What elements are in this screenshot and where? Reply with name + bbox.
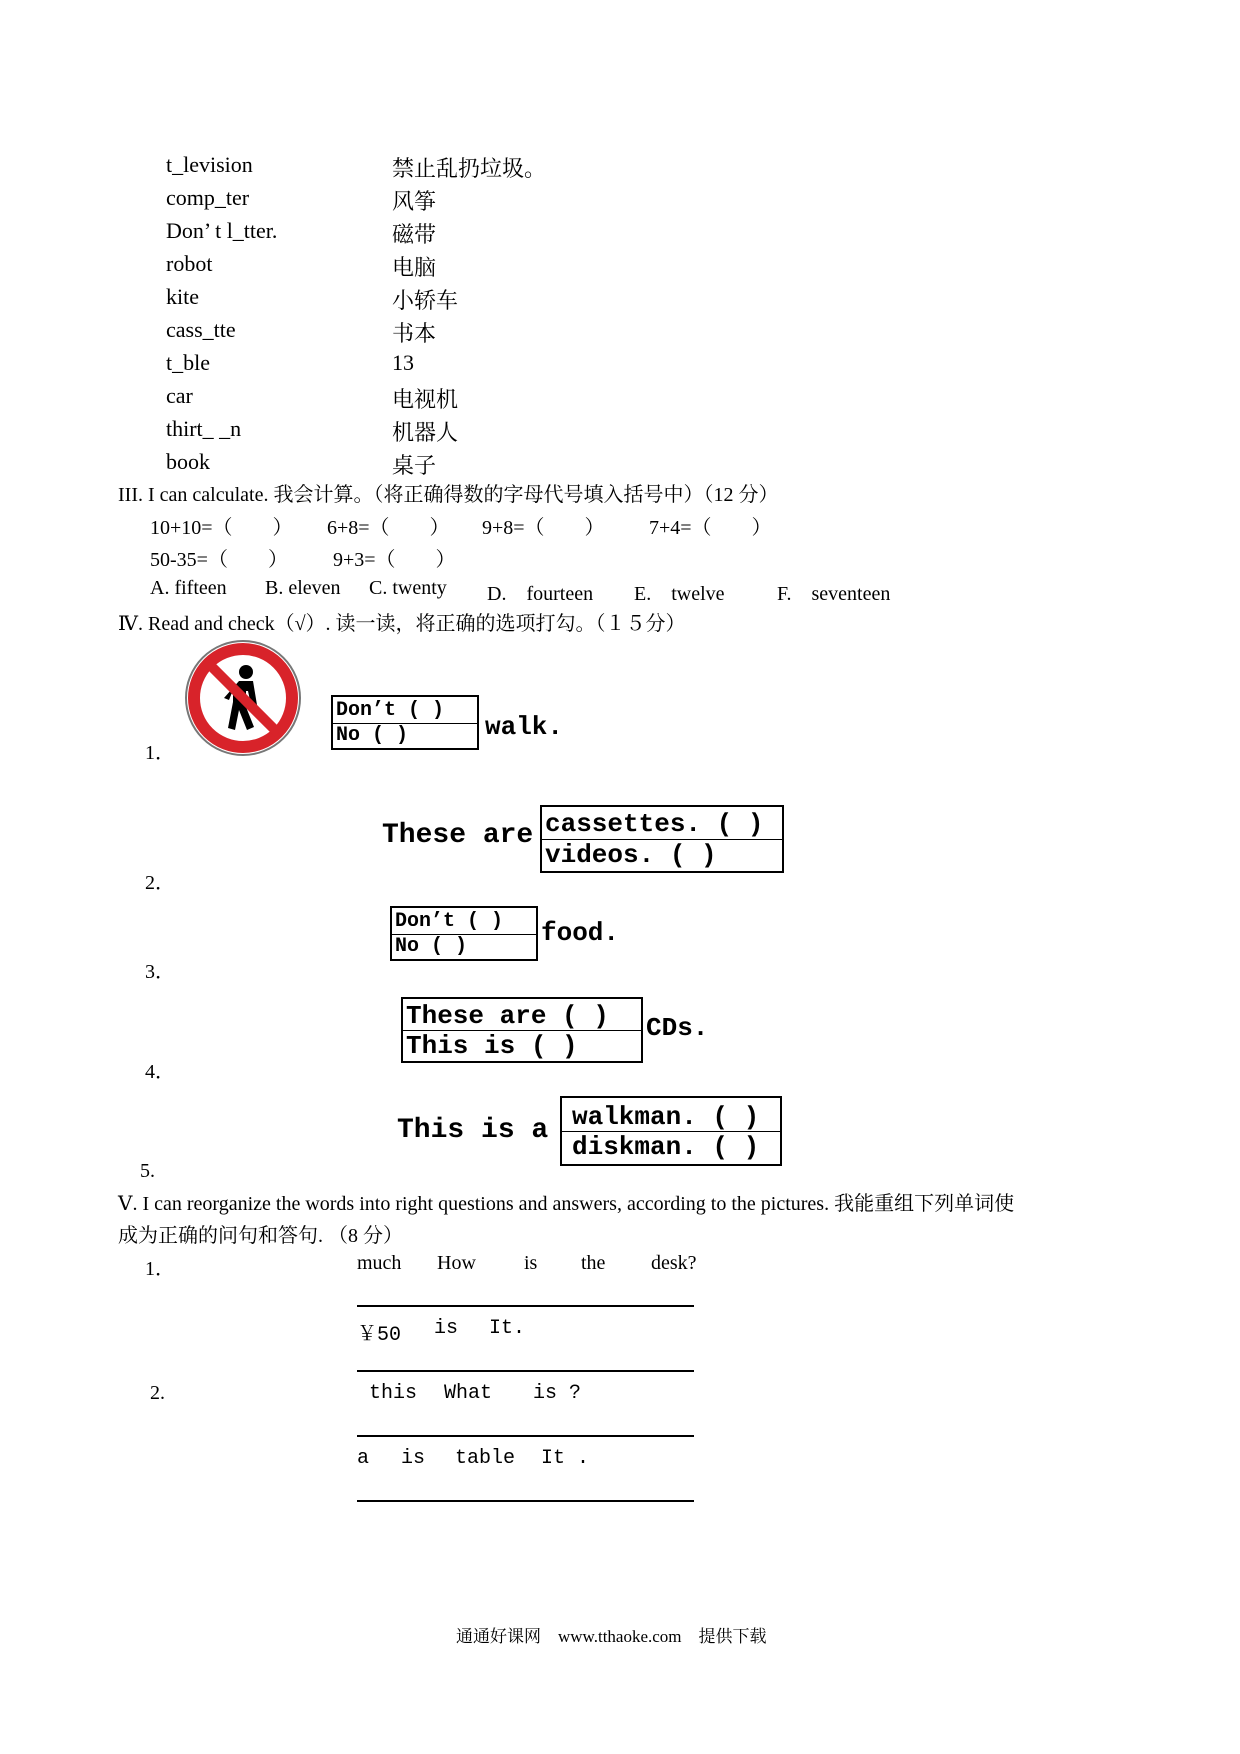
scrambled-word: is ? (533, 1382, 582, 1405)
question-number: 3． (145, 961, 175, 983)
scrambled-word: It. (489, 1317, 526, 1340)
calc-problem: 7+4=（ ） (649, 517, 772, 539)
scrambled-word: is (401, 1447, 426, 1470)
match-word: comp_ter (166, 185, 250, 210)
sentence-start: This is a (397, 1115, 549, 1146)
choice-option[interactable]: No ( ) (395, 935, 468, 958)
match-word: t_ble (166, 350, 210, 375)
match-meaning: 小轿车 (392, 288, 459, 313)
sentence-start: These are (382, 820, 534, 851)
page-footer: 通通好课网 www.tthaoke.com 提供下载 (456, 1627, 767, 1646)
scrambled-word: table (455, 1447, 516, 1470)
match-word: car (166, 383, 193, 408)
scrambled-word: What (444, 1382, 493, 1405)
sentence-end: food. (541, 918, 620, 948)
choice-box (560, 1096, 782, 1166)
scrambled-word: is (434, 1317, 459, 1340)
match-word: thirt_ _n (166, 416, 242, 441)
answer-option: D. fourteen (487, 583, 594, 605)
match-meaning: 磁带 (392, 222, 437, 247)
scrambled-word: a (357, 1447, 370, 1470)
scrambled-word: this (369, 1382, 418, 1405)
choice-option[interactable]: Don’t ( ) (395, 910, 504, 933)
choice-option[interactable]: walkman. ( ) (572, 1102, 760, 1132)
match-word: cass_tte (166, 317, 236, 342)
sentence-end: walk. (485, 712, 564, 742)
section-5-heading-cont: 成为正确的问句和答句. （8 分） (118, 1225, 403, 1247)
calc-problem: 6+8=（ ） (327, 517, 450, 539)
question-number: 2． (145, 872, 175, 894)
question-number: 1． (145, 742, 175, 764)
answer-line[interactable] (357, 1500, 694, 1502)
scrambled-word: much (357, 1252, 402, 1274)
calc-problem: 10+10=（ ） (150, 517, 293, 539)
question-number: 5. (140, 1160, 155, 1182)
choice-option[interactable]: cassettes. ( ) (545, 809, 764, 839)
answer-option: F. seventeen (777, 583, 891, 605)
sentence-end: CDs. (646, 1013, 709, 1043)
section-5-heading: Ⅴ. I can reorganize the words into right questions and answers, according to the pictures. 我能重组下列单词使 (118, 1193, 1015, 1215)
scrambled-word: the (581, 1252, 606, 1274)
choice-option[interactable]: This is ( ) (406, 1031, 578, 1061)
scrambled-word: It . (541, 1447, 590, 1470)
answer-option: E. twelve (634, 583, 725, 605)
calc-problem: 9+8=（ ） (482, 517, 605, 539)
answer-option: B. eleven (265, 577, 341, 599)
match-word: kite (166, 284, 199, 309)
match-meaning: 禁止乱扔垃圾。 (392, 156, 547, 181)
match-meaning: 书本 (392, 321, 437, 346)
answer-option: C. twenty (369, 577, 447, 599)
question-number: 2. (150, 1382, 165, 1404)
choice-option[interactable]: No ( ) (336, 724, 409, 747)
choice-box (390, 906, 538, 961)
choice-box (331, 695, 479, 750)
choice-box (401, 997, 643, 1063)
answer-line[interactable] (357, 1305, 694, 1307)
question-number: 4． (145, 1061, 175, 1083)
match-word: book (166, 449, 210, 474)
match-meaning: 电视机 (392, 387, 459, 412)
match-word: Don’ t l_tter. (166, 218, 278, 243)
match-meaning: 电脑 (392, 255, 437, 280)
choice-option[interactable]: These are ( ) (406, 1001, 609, 1031)
answer-line[interactable] (357, 1435, 694, 1437)
calc-problem: 50-35=（ ） (150, 549, 288, 571)
scrambled-word: How (437, 1252, 476, 1274)
scrambled-word: ￥50 (357, 1324, 402, 1347)
answer-line[interactable] (357, 1370, 694, 1372)
choice-box (540, 805, 784, 873)
calc-problem: 9+3=（ ） (333, 549, 456, 571)
choice-option[interactable]: diskman. ( ) (572, 1132, 760, 1162)
section-3-heading: III. I can calculate. 我会计算。（将正确得数的字母代号填入括号中）（12 分） (118, 484, 779, 506)
match-meaning: 桌子 (392, 453, 437, 478)
section-4-heading: Ⅳ. Read and check（√）. 读一读，将正确的选项打勾。（１５分） (118, 613, 686, 635)
choice-option[interactable]: videos. ( ) (545, 840, 717, 870)
match-meaning: 机器人 (392, 420, 459, 445)
match-meaning: 风筝 (392, 189, 437, 214)
match-word: t_levision (166, 152, 253, 177)
question-number: 1． (145, 1258, 175, 1280)
no-walking-sign-icon (183, 638, 303, 758)
answer-option: A. fifteen (150, 577, 227, 599)
choice-option[interactable]: Don’t ( ) (336, 699, 445, 722)
scrambled-word: desk? (651, 1252, 697, 1274)
scrambled-word: is (524, 1252, 538, 1274)
match-meaning: 13 (392, 350, 414, 375)
match-word: robot (166, 251, 213, 276)
